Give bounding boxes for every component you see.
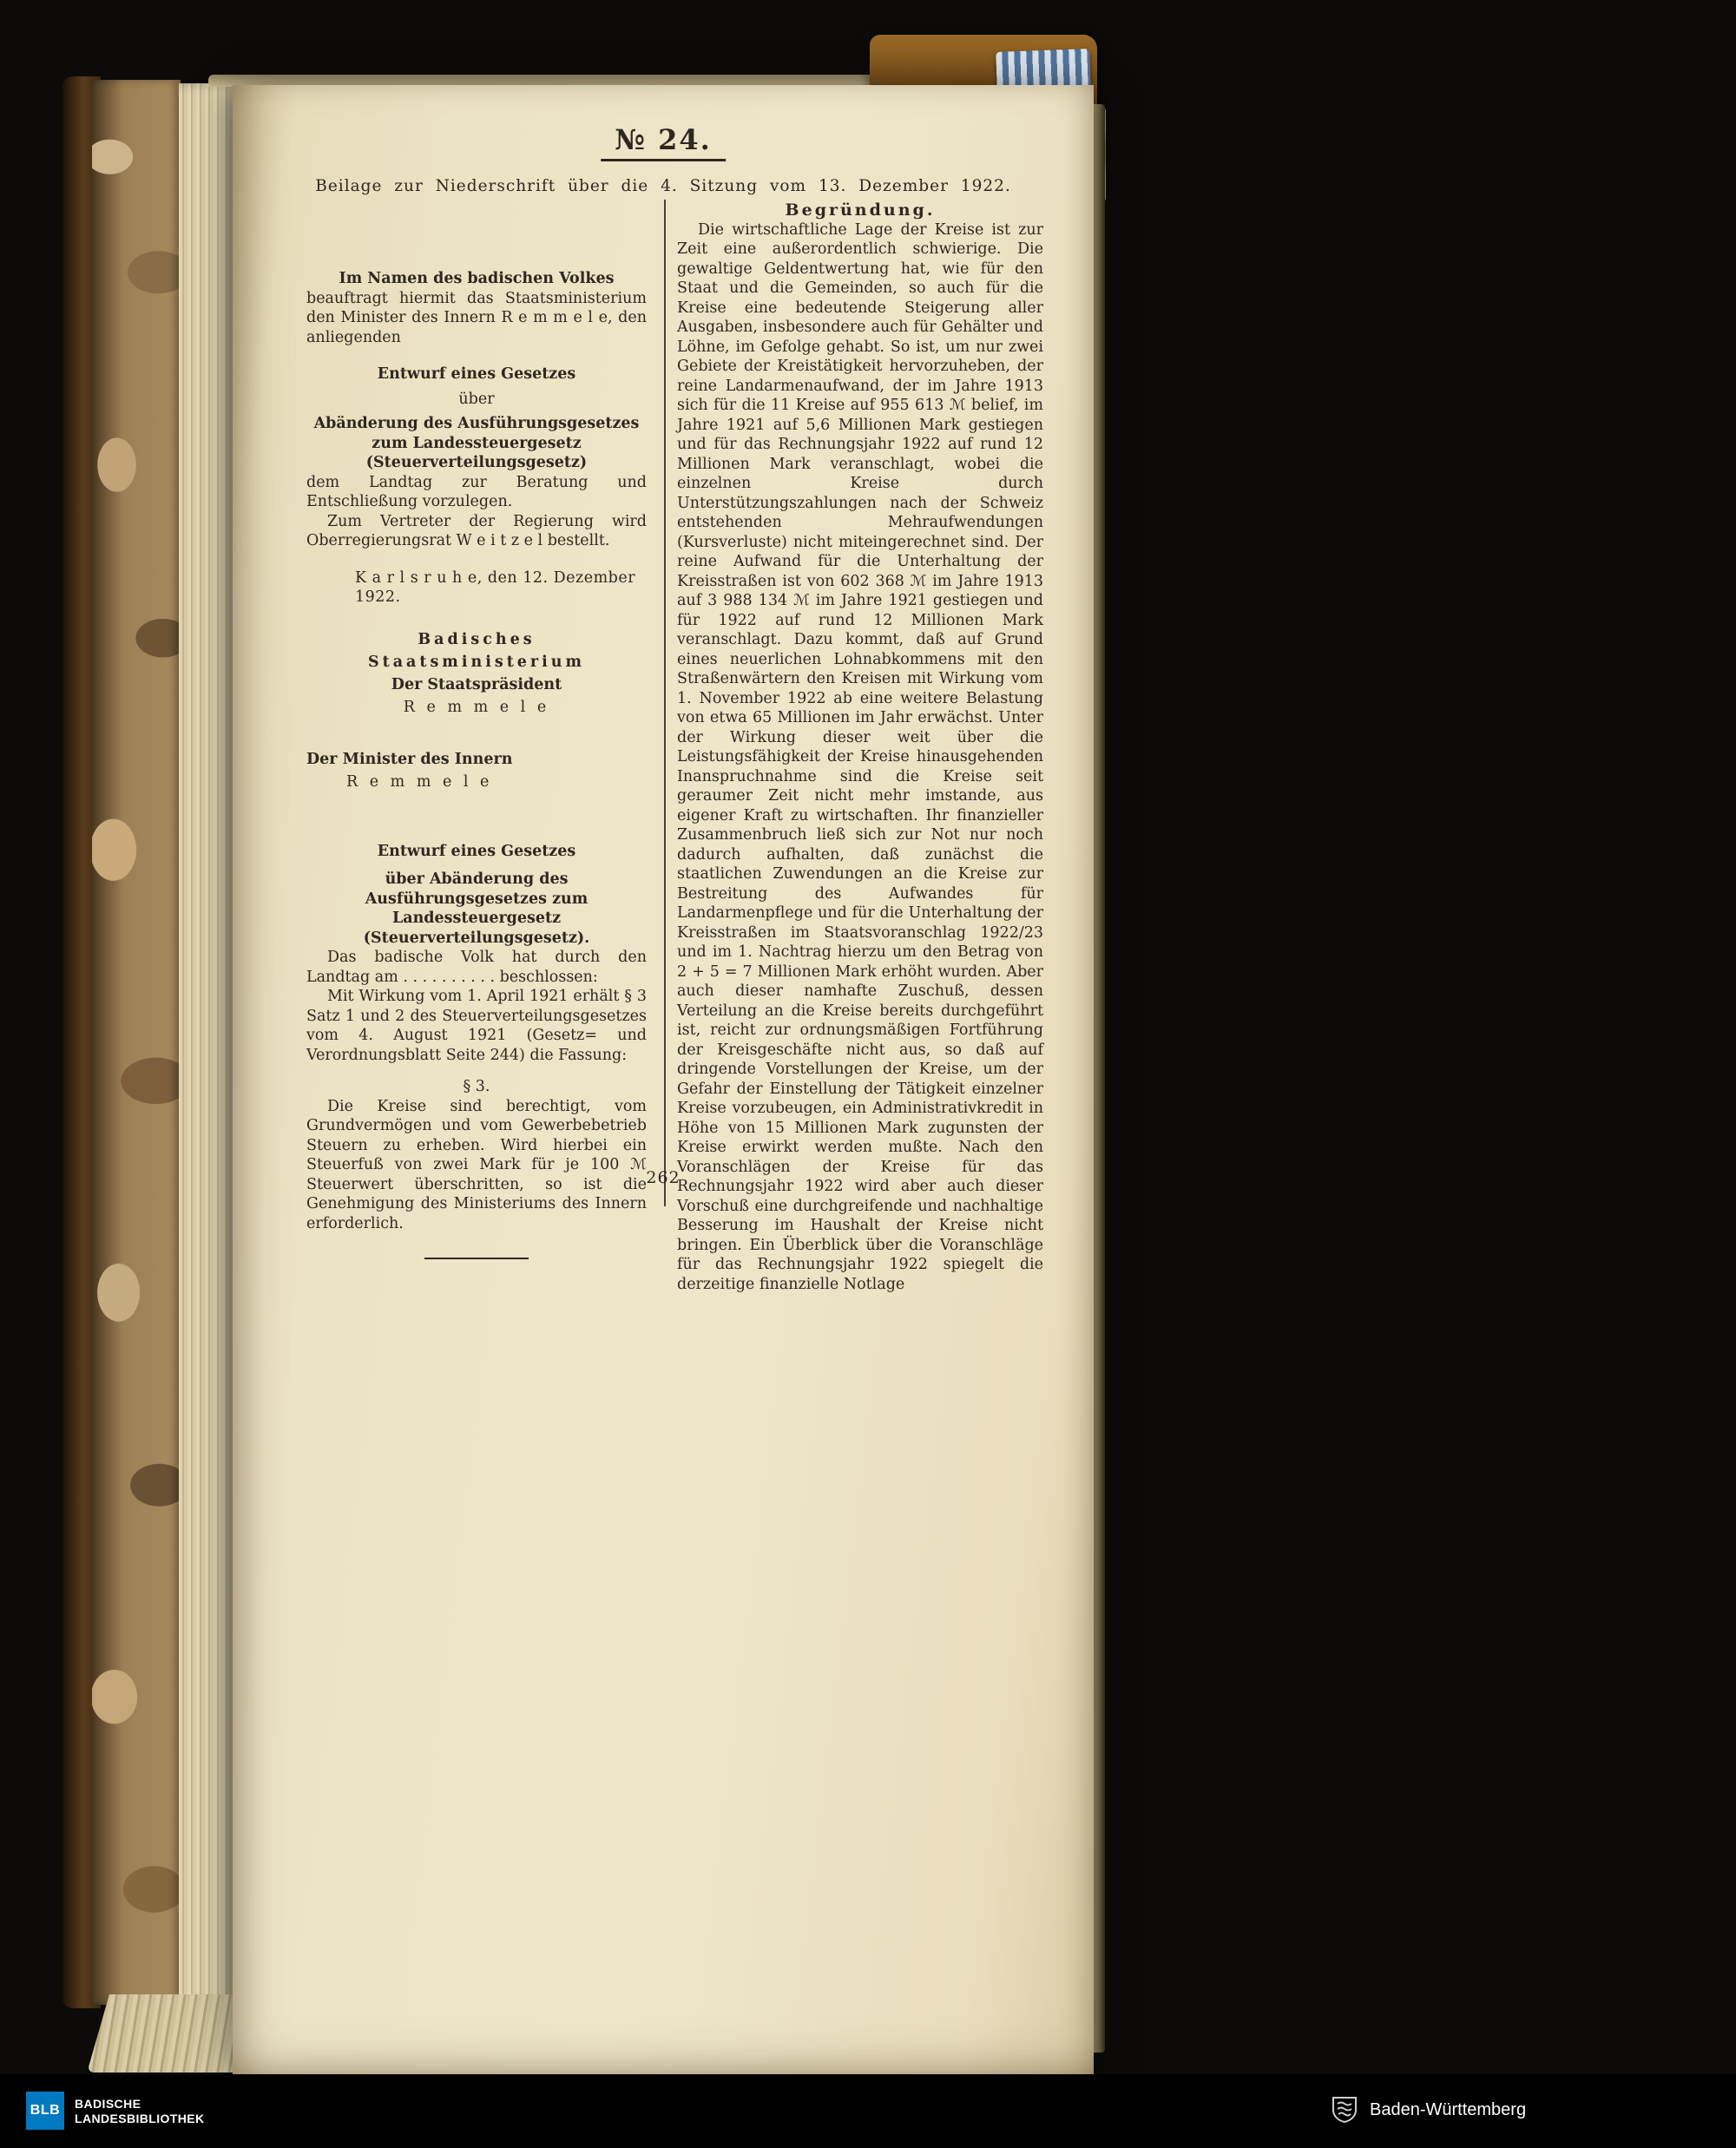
page-stack-edges: [179, 83, 236, 2062]
kreise-paragraph: Die Kreise sind berechtigt, vom Grundvermögen und vom Gewerbebetrieb Steuern zu erheben. Wird hierbei ein Steuerfuß von zwei Mark für je 100 ℳ Steuerwert überschritten, so ist die Genehmigung des Ministeriums des Innern erforderlich.: [306, 1097, 647, 1232]
president-name: R e m m e l e: [403, 698, 550, 716]
law-title: Entwurf eines Gesetzes: [377, 842, 576, 860]
left-column: [306, 269, 647, 1259]
begruendung-body: Die wirtschaftliche Lage der Kreise ist zur Zeit eine außerordentlich schwierige. Die gewaltige Geldentwertung hat, wie für den Staat und die Gemeinden, so auch für die Kreise eine bedeutende Steigerung aller Ausgaben, insbesondere auch für Gehälter und Löhne, im Gefolge gehabt. So ist, um nur zwei Gebiete der Kreistätigkeit hervorzuheben, der reine Landarmenaufwand, der im Jahre 1913 sich für die 11 Kreise auf 955 613 ℳ belief, im Jahre 1921 auf 5,6 Millionen Mark gestiegen und für das Rechnungsjahr 1922 auf rund 12 Millionen Mark veranschlagt, wobei die einzelnen Kreise durch Unterstützungszahlungen nach der Schweiz entstehenden Mehraufwendungen (Kursverluste) nicht miteingerechnet sind. Der reine Aufwand für die Unterhaltung der Kreisstraßen ist von 602 368 ℳ im Jahre 1913 auf 3 988 134 ℳ im Jahre 1921 gestiegen und für 1922 auf rund 12 Millionen Mark veranschlagt. Dazu kommt, daß auf Grund eines neuerlichen Lohnabkommens mit den Straßenwärtern den Kreisen mit Wirkung vom 1. November 1922 ab eine weitere Belastung von etwa 65 Millionen im Jahr erwächst. Unter der Wirkung dieser weit über die Leistungsfähigkeit der Kreise hinausgehenden Inanspruchnahme sind die Kreise seit geraumer Zeit nicht mehr imstande, aus eigener Kraft zu wirtschaften. Ihr finanzieller Zusammenbruch ließ sich zur Not nur noch dadurch aufhalten, daß zunächst die staatlichen Zuwendungen an die Kreise zur Bestreitung des Aufwandes für Landarmenpflege und für die Unterhaltung der Kreisstraßen im Staatsvoranschlag 1922/23 und im 1. Nachtrag hierzu um den Betrag von 2 + 5 = 7 Millionen Mark erhöht wurden. Aber auch dieser namhafte Zuschuß, dessen Verteilung an die Kreise bereits durchgeführt ist, reicht zur ordnungsmäßigen Fortführung der Kreisgeschäfte nicht aus, so daß auf dringende Vorstellungen der Kreise, um der Gefahr der Einstellung der Tätigkeit einzelner Kreise vorzubeugen, ein Administrativkredit in Höhe von 15 Millionen Mark zugunsten der Kreise erwirkt werden mußte. Nach den Voranschlägen der Kreise für das Rechnungsjahr 1922 wird aber auch dieser Vorschuß eine durchgreifende und nachhaltige Besserung im Haushalt der Kreise nicht bringen. Ein Überblick über die Voranschläge für das Rechnungsjahr 1922 spiegelt die derzeitige finanzielle Notlage: [677, 220, 1043, 1293]
library-name-line1: BADISCHE: [75, 2097, 141, 2111]
draft-ueber: über: [458, 390, 495, 408]
minister-signature-block: [306, 748, 647, 793]
vorlegen-paragraph: dem Landtag zur Beratung und Entschließung vorzulegen.: [306, 473, 647, 510]
dateline: K a r l s r u h e, den 12. Dezember 1922.: [355, 568, 636, 606]
ministry-signature-block: [306, 628, 647, 719]
blb-logo: BLB: [26, 2092, 64, 2130]
section-heading: § 3.: [463, 1078, 490, 1095]
wirkung-paragraph: Mit Wirkung vom 1. April 1921 erhält § 3 Satz 1 und 2 des Steuerverteilungsgesetzes vom 4. August 1921 (Gesetz= und Verordnungsblatt Seite 244) die Fassung:: [306, 988, 647, 1064]
coat-of-arms-icon: [1330, 2095, 1359, 2125]
law-subtitle: über Abänderung des Ausführungsgesetzes zum Landessteuergesetz (Steuerverteilungsgesetz).: [363, 870, 590, 947]
volk-paragraph: Das badische Volk hat durch den Landtag am . . . . . . . . . . beschlossen:: [306, 949, 647, 986]
begruendung-heading: Begründung.: [785, 200, 936, 220]
page-edge-right: [1092, 104, 1105, 2053]
state-name: Baden-Württemberg: [1370, 2099, 1527, 2119]
right-column: [677, 200, 1043, 1294]
library-name: [75, 2097, 205, 2126]
minister-name: R e m m e l e: [346, 772, 493, 791]
document-subtitle: Beilage zur Niederschrift über die 4. Sitzung vom 13. Dezember 1922.: [315, 177, 1011, 195]
state-branding: [1330, 2095, 1526, 2125]
page-number: 262: [646, 1168, 681, 1187]
draft-title: Entwurf eines Gesetzes: [377, 365, 576, 383]
document-number: № 24.: [601, 123, 726, 161]
ministry-name: Badisches Staatsministerium: [367, 630, 586, 671]
draft-subject: Abänderung des Ausführungsgesetzes zum Landessteuergesetz (Steuerverteilungsgesetz): [313, 415, 640, 471]
end-rule: [424, 1258, 529, 1259]
library-name-line2: LANDESBIBLIOTHEK: [75, 2112, 205, 2125]
viewer-footer: [0, 2074, 1736, 2148]
vertreter-paragraph: Zum Vertreter der Regierung wird Oberregierungsrat W e i t z e l bestellt.: [306, 512, 647, 549]
minister-title: Der Minister des Innern: [306, 750, 513, 768]
proclamation-heading: Im Namen des badischen Volkes: [339, 270, 615, 287]
column-divider: [664, 200, 666, 1206]
mandate-paragraph: beauftragt hiermit das Staatsministerium den Minister des Innern R e m m e l e, den anliegenden: [306, 289, 647, 346]
document-page: [233, 85, 1094, 2074]
president-title: Der Staatspräsident: [391, 675, 562, 693]
marbled-cover: [92, 80, 181, 2005]
